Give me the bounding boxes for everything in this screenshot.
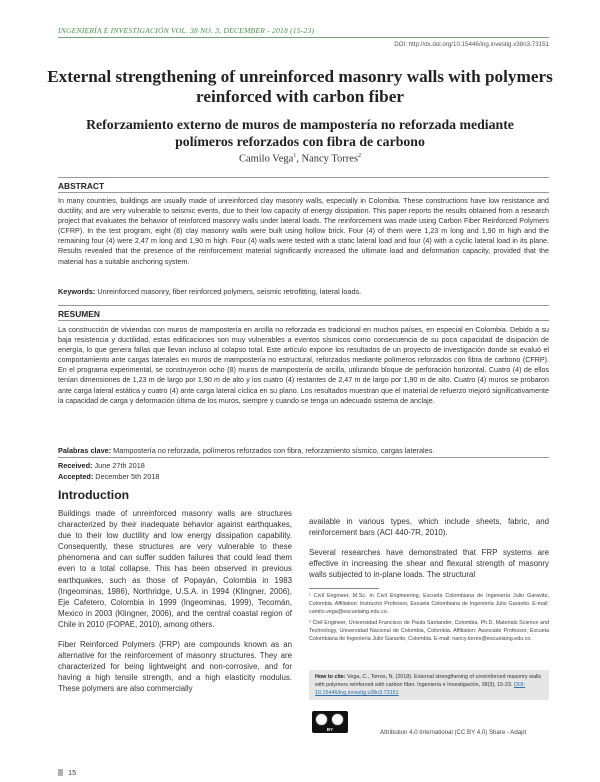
title-english: External strengthening of unreinforced masonry walls with polymers reinforced with carbon fiber bbox=[47, 67, 553, 106]
author-1: Camilo Vega bbox=[238, 153, 294, 165]
author-2-mark: 2 bbox=[358, 153, 362, 159]
footnote-1: ¹ Civil Engineer, M.Sc. in Civil Engineering, Escuela Colombiana de Ingeniería Julio Garavito, Colombia. Affiliation: Instructor Professor, Escuela Colombiana de Ingeniería Julio Garavito. E-mail: camilo.vega@escuelaing.edu.co. bbox=[309, 593, 549, 616]
introduction-heading: Introduction bbox=[58, 488, 130, 502]
doi[interactable]: DOI: http://dx.doi.org/10.15446/ing.investig.v38n3.73151 bbox=[394, 41, 549, 48]
accepted-date: December 5th 2018 bbox=[93, 472, 160, 481]
how-to-cite bbox=[309, 670, 549, 700]
footnote-2: ² Civil Engineer, Universidad Francisco de Paula Santander, Colombia. Ph.D. Materials Science and Technology, Universidad Nacional de Colombia, Colombia. Affiliation: Associate Professor, Escuela Colombiana de Ingeniería Julio Garavito, Colombia. E-mail: nancy.torres@escuelaing.edu.co. bbox=[309, 620, 549, 643]
journal-citation: INGENIERÍA E INVESTIGACIÓN VOL. 38 NO. 3, DECEMBER - 2018 (15-23) bbox=[58, 26, 315, 35]
intro-paragraph-1: Buildings made of unreinforced masonry walls are structures characterized by their inadequate behavior against earthquakes, due to their low ductility and low energy dissipation capability. Consequently, these structures are very vulnerable to these phenomena and can suffer sudden failures that could lead them even to a total collapse. This has been observed in previous earthquakes, such as those of Popayán, Colombia in 1983 (Ingeominas, 1986), Northridge, U.S.A. in 1994 (Klingner, 2006), Eje Cafetero, Colombia in 1999 (Ingeominas, 1999), Tecomán, Mexico in 2003 (Klingner, 2006), and the central coastal region of Chile in 2010 (FOPAE, 2010), among others. bbox=[58, 509, 292, 629]
license-text: Attribution 4.0 International (CC BY 4.0) Share - Adapt bbox=[380, 729, 527, 736]
author-separator: , bbox=[296, 153, 302, 165]
author-1-mark: 1 bbox=[293, 153, 297, 159]
page-marker bbox=[58, 769, 63, 776]
intro-paragraph-4: Several researches have demonstrated that FRP systems are effective in increasing the shear and flexural strength of masonry walls subjected to in-plane loads. The structural bbox=[309, 548, 549, 580]
cc-circle-icon bbox=[315, 713, 328, 726]
resumen-text: La construcción de viviendas con muros de mampostería en arcilla no reforzada es tradicional en muchos países, en especial en Colombia. Debido a su baja resistencia y ductilidad, estas edificaciones son muy vulnerables a eventos sísmicos como consecuencia de su poca capacidad de disipación de energía, lo que genera fallas que llevan incluso al colapso total. Este artículo expone los resultados de un proyecto de investigación donde se evaluó el comportamiento ante cargas laterales en muros de mampostería no estructural, reforzados mediante polímeros reforzados con fibra de carbono (CFRP). En el programa experimental, se construyeron ocho (8) muros de mampostería de arcilla, utilizando bloque de perforación horizontal. Cuatro (4) de ellos tenían dimensiones de 1,23 m de largo por 1,90 m de alto y los cuatro (4) restantes de 2,47 m de largo por 1,90 m de alto. Cuatro (4) muros se probaron ante carga lateral estática y cuatro (4) ante carga lateral cíclica en su plano. Los resultados muestran que el material de refuerzo mejoró significativamente la capacidad de carga y deformación última de los muros, siempre y cuando se tenga un adecuado sistema de anclaje. bbox=[58, 326, 549, 405]
authors bbox=[100, 153, 500, 165]
right-column bbox=[309, 516, 549, 589]
abstract-heading-rule bbox=[58, 192, 549, 193]
resumen-heading-rule bbox=[58, 320, 549, 321]
intro-paragraph-2: Fiber Reinforced Polymers (FRP) are compounds known as an alternative for the reinforcement of masonry structures. They are characterized for being lightweight and non-corrosive, and for having a high tensile strength, and a high elasticity modulus. These polymers are also commercially bbox=[58, 640, 292, 694]
abstract-heading: ABSTRACT bbox=[58, 181, 105, 191]
header-rule bbox=[58, 37, 549, 38]
cc-by-badge: BY bbox=[326, 727, 334, 732]
intro-paragraph-3: available in various types, which include sheets, fabric, and reinforcement bars (ACI 440-7R, 2010). bbox=[309, 517, 549, 538]
palabras-clave-list: Mampostería no reforzada, polímeros reforzados con fibra, reforzamiento sísmico, cargas laterales. bbox=[111, 446, 435, 455]
abstract-text: In many countries, buildings are usually made of unreinforced clay masonry walls, especially in Colombia. These constructions have low resistance and ductility, and are very vulnerable to seismic events, due to their low capacity of energy dissipation. This paper reports the results obtained from a research project that evaluates the behavior of reinforced masonry walls under lateral loads. The reinforcement was made using Carbon Fiber Reinforced Polymers (CFRP). In the test program, eight (8) clay masonry walls were built using hollow brick. Four (4) of them were 1,23 m long and 1,90 m high and the remaining four (4) were 2,47 m long and 1,90 m high. Four (4) walls were tested with a static lateral load and four (4) with a cyclic lateral load in its plane. Results revealed that the presence of the reinforcement material significantly increased the ultimate load and deformation capacity, provided that the material has a suitable anchoring system. bbox=[58, 197, 549, 266]
footnote-rule bbox=[309, 588, 379, 589]
keywords-list: Unreinforced masonry, fiber reinforced polymers, seismic retrofitting, lateral loads. bbox=[95, 287, 362, 296]
page-number: 15 bbox=[68, 768, 77, 777]
footnotes bbox=[309, 592, 549, 647]
received-label: Received: bbox=[58, 461, 93, 470]
dates-rule bbox=[58, 457, 549, 458]
dates bbox=[58, 460, 159, 482]
keywords-label: Keywords: bbox=[58, 287, 96, 296]
palabras-clave bbox=[58, 446, 549, 455]
how-to-cite-text: Vega, C., Torres, N. (2018). External strengthening of unreinforced masonry walls with polymers reinforced with carbon fiber. Ingeniería e Investigación, 38(3), 15-23. bbox=[315, 674, 542, 688]
cc-license-icon[interactable] bbox=[312, 711, 348, 733]
running-header bbox=[58, 22, 549, 38]
resumen-heading: RESUMEN bbox=[58, 309, 100, 319]
abstract-top-rule bbox=[58, 177, 549, 178]
resumen-top-rule bbox=[58, 305, 549, 306]
keywords bbox=[58, 287, 549, 296]
received-date: June 27th 2018 bbox=[92, 461, 145, 470]
title-spanish: Reforzamiento externo de muros de mampostería no reforzada mediante polímeros reforzados con fibra de carbono bbox=[86, 117, 514, 149]
palabras-clave-label: Palabras clave: bbox=[58, 446, 112, 455]
how-to-cite-label: How to cite: bbox=[315, 674, 346, 680]
author-2: Nancy Torres bbox=[301, 153, 359, 165]
how-to-cite-doi-link[interactable]: DOI: 10.15446/ing.investig.v38n3.73151 bbox=[315, 682, 526, 696]
by-person-icon bbox=[331, 713, 344, 726]
left-column bbox=[58, 508, 292, 704]
accepted-label: Accepted: bbox=[58, 472, 94, 481]
